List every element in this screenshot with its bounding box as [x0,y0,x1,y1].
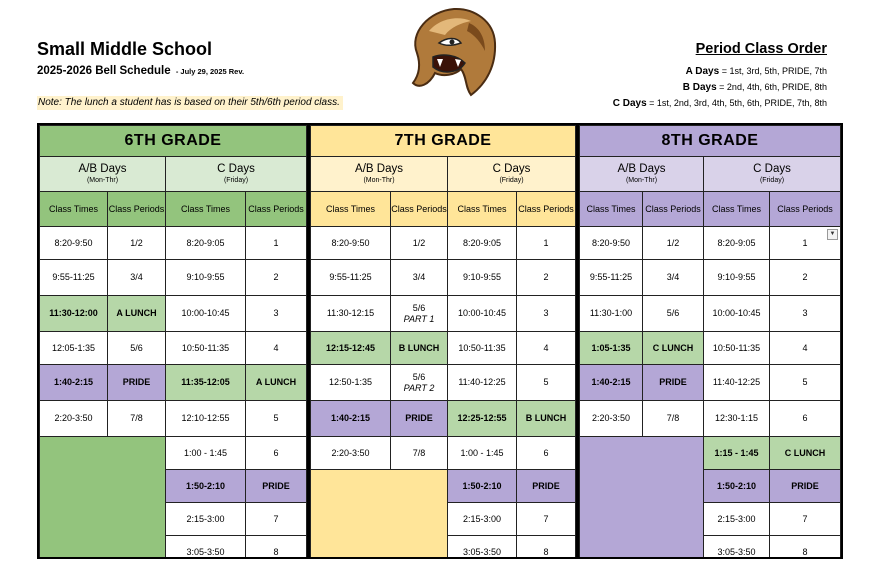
school-title: Small Middle School [37,39,213,59]
grade-6-schedule [37,123,309,559]
c-time: 2:15-3:00 [448,503,517,536]
ab-days-header: A/B Days (Mon-Thr) [580,157,704,192]
col-header: Class Periods [770,192,841,227]
c-period: 7 [246,503,307,536]
ab-time: 1:40-2:15 [311,401,391,437]
c-time: 10:50-11:35 [704,332,770,365]
ab-period: PRIDE [108,365,166,401]
c-period: 4 [517,332,576,365]
c-time: 10:00-10:45 [448,296,517,332]
c-time: 1:15 - 1:45 [704,437,770,470]
ab-time: 1:05-1:35 [580,332,643,365]
ab-time: 12:05-1:35 [40,332,108,365]
c-period: 4 [770,332,841,365]
col-header: Class Periods [391,192,448,227]
ab-time: 1:40-2:15 [40,365,108,401]
col-header: Class Times [166,192,246,227]
cougar-mascot-icon [399,3,499,103]
c-period: 1 [246,227,307,260]
col-header: Class Times [704,192,770,227]
c-time: 11:35-12:05 [166,365,246,401]
c-time: 11:40-12:25 [704,365,770,401]
c-time: 12:30-1:15 [704,401,770,437]
ab-time: 8:20-9:50 [311,227,391,260]
ab-time: 2:20-3:50 [40,401,108,437]
c-period: PRIDE [246,470,307,503]
c-days-header: C Days (Friday) [704,157,841,192]
b-days-order: B Days = 2nd, 4th, 6th, PRIDE, 8th [682,82,827,93]
ab-period: A LUNCH [108,296,166,332]
ab-period: B LUNCH [391,332,448,365]
ab-period: 5/6 [643,296,704,332]
a-days-order: A Days = 1st, 3rd, 5th, PRIDE, 7th [685,66,827,77]
col-header: Class Periods [246,192,307,227]
c-period: 5 [246,401,307,437]
ab-time: 11:30-1:00 [580,296,643,332]
c-period: 6 [770,401,841,437]
ab-period: C LUNCH [643,332,704,365]
grade-title: 7TH GRADE [311,126,576,157]
ab-period: 7/8 [391,437,448,470]
c-period: 7 [770,503,841,536]
schedule-year: 2025-2026 Bell Schedule [37,65,171,77]
grade-title: 6TH GRADE [40,126,307,157]
col-header: Class Times [448,192,517,227]
col-header: Class Times [311,192,391,227]
ab-period: 3/4 [643,260,704,296]
col-header: Class Periods [108,192,166,227]
ab-period: 7/8 [108,401,166,437]
ab-time: 9:55-11:25 [311,260,391,296]
c-time: 3:05-3:50 [166,536,246,560]
ab-time: 9:55-11:25 [40,260,108,296]
c-days-order: C Days = 1st, 2nd, 3rd, 4th, 5th, 6th, PRIDE, 7th, 8th [612,98,827,109]
grade-8-schedule [577,123,843,559]
revision-date: - July 29, 2025 Rev. [175,67,245,76]
c-period: 3 [517,296,576,332]
c-time: 11:40-12:25 [448,365,517,401]
ab-period: 7/8 [643,401,704,437]
c-time: 1:50-2:10 [448,470,517,503]
c-period: 3 [246,296,307,332]
c-period: 2 [517,260,576,296]
c-period: 6 [517,437,576,470]
period-order-title: Period Class Order [695,41,827,57]
c-time: 8:20-9:05 [448,227,517,260]
col-header: Class Periods [643,192,704,227]
c-time: 1:50-2:10 [166,470,246,503]
c-time: 1:50-2:10 [704,470,770,503]
ab-period: 5/6 PART 1 [391,296,448,332]
ab-time: 2:20-3:50 [580,401,643,437]
ab-period: 5/6 [108,332,166,365]
ab-days-header: A/B Days (Mon-Thr) [311,157,448,192]
c-time: 1:00 - 1:45 [448,437,517,470]
c-days-header: C Days (Friday) [448,157,576,192]
c-time: 10:00-10:45 [166,296,246,332]
c-period: 8 [517,536,576,560]
grade-7-schedule [308,123,578,559]
dropdown-arrow-icon[interactable]: ▼ [827,229,838,240]
col-header: Class Times [580,192,643,227]
ab-time: 1:40-2:15 [580,365,643,401]
c-period: 6 [246,437,307,470]
ab-time: 8:20-9:50 [40,227,108,260]
c-time: 9:10-9:55 [704,260,770,296]
ab-time: 2:20-3:50 [311,437,391,470]
ab-time: 12:50-1:35 [311,365,391,401]
grade-title: 8TH GRADE [580,126,841,157]
ab-time: 8:20-9:50 [580,227,643,260]
ab-period: 5/6 PART 2 [391,365,448,401]
c-period: 4 [246,332,307,365]
c-time: 10:50-11:35 [448,332,517,365]
empty-block [580,437,704,560]
col-header: Class Times [40,192,108,227]
empty-block [40,437,166,560]
lunch-note: Note: The lunch a student has is based on their 5th/6th period class. [37,96,343,110]
c-period: A LUNCH [246,365,307,401]
c-period: 3 [770,296,841,332]
selected-cell-dropdown[interactable]: 1 ▼ [770,227,841,260]
c-period: 5 [517,365,576,401]
c-period: B LUNCH [517,401,576,437]
c-days-header: C Days (Friday) [166,157,307,192]
ab-period: 1/2 [643,227,704,260]
c-period: C LUNCH [770,437,841,470]
c-time: 2:15-3:00 [704,503,770,536]
c-period: 8 [246,536,307,560]
c-period: 2 [246,260,307,296]
c-time: 12:10-12:55 [166,401,246,437]
c-time: 2:15-3:00 [166,503,246,536]
c-period: 8 [770,536,841,560]
ab-period: PRIDE [643,365,704,401]
schedule-title [37,65,244,77]
c-time: 10:50-11:35 [166,332,246,365]
ab-period: 1/2 [108,227,166,260]
empty-block [311,470,448,560]
ab-time: 11:30-12:15 [311,296,391,332]
ab-period: 3/4 [391,260,448,296]
c-period: 2 [770,260,841,296]
c-period: 1 [517,227,576,260]
ab-period: PRIDE [391,401,448,437]
c-period: PRIDE [517,470,576,503]
ab-period: 3/4 [108,260,166,296]
col-header: Class Periods [517,192,576,227]
ab-time: 12:15-12:45 [311,332,391,365]
ab-days-header: A/B Days (Mon-Thr) [40,157,166,192]
ab-time: 9:55-11:25 [580,260,643,296]
c-time: 8:20-9:05 [166,227,246,260]
c-time: 8:20-9:05 [704,227,770,260]
c-time: 9:10-9:55 [448,260,517,296]
ab-period: 1/2 [391,227,448,260]
c-period: PRIDE [770,470,841,503]
c-time: 12:25-12:55 [448,401,517,437]
c-period: 5 [770,365,841,401]
c-time: 10:00-10:45 [704,296,770,332]
c-period: 7 [517,503,576,536]
c-time: 1:00 - 1:45 [166,437,246,470]
c-time: 3:05-3:50 [704,536,770,560]
c-time: 3:05-3:50 [448,536,517,560]
c-time: 9:10-9:55 [166,260,246,296]
ab-time: 11:30-12:00 [40,296,108,332]
